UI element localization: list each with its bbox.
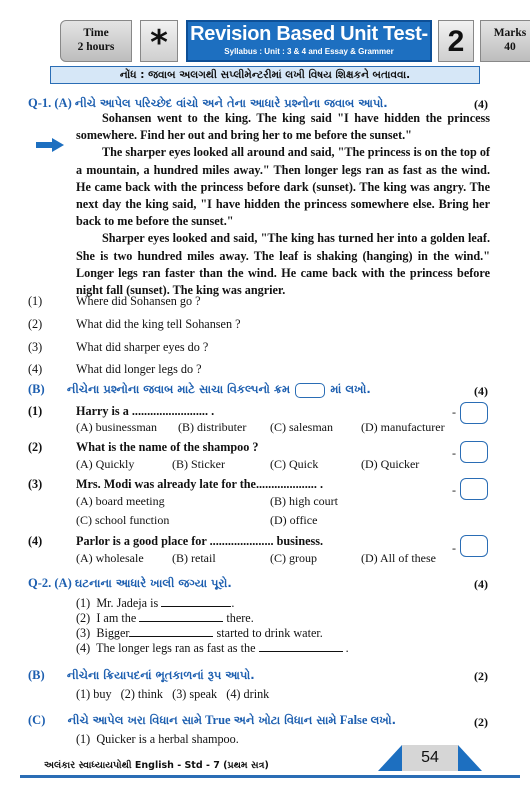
marks-box bbox=[480, 20, 530, 62]
q2b-marks: (2) bbox=[474, 669, 488, 683]
mcq-option: (B) retail bbox=[172, 551, 216, 565]
verb-list: (1) buy (2) think (3) speak (4) drink bbox=[76, 687, 270, 701]
answer-box-sample bbox=[295, 383, 325, 398]
arrow-right-icon bbox=[36, 138, 64, 152]
mcq-question: Mrs. Modi was already late for the.................... . bbox=[76, 477, 323, 491]
q2b-instruction: નીચેના ક્રિયાપદનાં ભૂતકાળનાં રૂપ આપો. bbox=[66, 668, 255, 682]
q1b-instruction: નીચેના પ્રશ્નોના જવાબ માટે સાચા વિકલ્પનો ક્રમ bbox=[66, 382, 291, 396]
mcq-option: (A) wholesale bbox=[76, 551, 144, 565]
mcq-option: (B) distributer bbox=[178, 420, 247, 434]
fill-text: I am the bbox=[96, 611, 137, 625]
mcq-question: What is the name of the shampoo ? bbox=[76, 440, 259, 454]
false-word: False bbox=[339, 713, 368, 727]
mcq-option: (D) manufacturer bbox=[361, 420, 445, 434]
q2a-marks: (4) bbox=[474, 577, 488, 591]
fill-blank[interactable] bbox=[129, 627, 213, 637]
q1a-label: Q-1. (A) bbox=[28, 96, 72, 110]
mcq-option: (C) group bbox=[270, 551, 317, 565]
q1b-label: (B) bbox=[28, 382, 45, 396]
mcq-option: (B) Sticker bbox=[172, 457, 225, 471]
syllabus-text: Syllabus : Unit : 3 & 4 and Essay & Grammer bbox=[224, 47, 394, 56]
fill-number: (1) bbox=[76, 596, 91, 610]
fill-item bbox=[76, 596, 234, 611]
note-bar: નોંધ : જવાબ અલગથી સપ્લીમેન્ટરીમાં લખી વિષય શિક્ષકને બતાવવા. bbox=[50, 66, 480, 84]
q2c-label: (C) bbox=[28, 713, 46, 727]
title-banner bbox=[186, 20, 432, 62]
question-number: (1) bbox=[28, 294, 43, 308]
q2a-heading bbox=[28, 576, 232, 591]
q2a-label: Q-2. (A) bbox=[28, 576, 72, 590]
mcq-option: (C) Quick bbox=[270, 457, 319, 471]
passage-paragraph: The sharper eyes looked all around and said, "The princess is on the top of a mountain, a hundred miles away." Then longer legs ran as fast as the wind. He came back with the princess before dark (sunset). The king was angry. The next day the king said, "I have hidden the princess somewhere else. Bring her back to me before the sunset." bbox=[76, 145, 490, 229]
time-label: Time bbox=[83, 27, 109, 39]
dash: - bbox=[452, 405, 456, 419]
mcq-number: (3) bbox=[28, 477, 43, 491]
mcq-option: (C) school function bbox=[76, 513, 170, 527]
mcq-option: (A) board meeting bbox=[76, 494, 165, 508]
fill-text: . bbox=[345, 641, 349, 655]
question-text: What did the king tell Sohansen ? bbox=[76, 317, 241, 331]
dash: - bbox=[452, 446, 456, 460]
answer-box[interactable] bbox=[460, 402, 488, 424]
question-number: (4) bbox=[28, 362, 43, 376]
test-header bbox=[44, 20, 527, 63]
q2c-marks: (2) bbox=[474, 715, 488, 729]
question-number: (2) bbox=[28, 317, 43, 331]
mcq-question: Harry is a ......................... . bbox=[76, 404, 215, 418]
q1a-marks: (4) bbox=[474, 97, 488, 111]
fill-text: The longer legs ran as fast as the bbox=[96, 641, 256, 655]
mcq-option: (D) office bbox=[270, 513, 318, 527]
tf-item bbox=[76, 732, 239, 747]
mcq-option: (A) businessman bbox=[76, 420, 157, 434]
q2c-instruction-mid: અને ખોટા વિધાન સામે bbox=[233, 713, 337, 727]
footer-text: અલંકાર સ્વાધ્યાયપોથી English - Std - 7 (પ્રથમ સત્ર) bbox=[44, 760, 269, 771]
q2b-heading bbox=[28, 668, 255, 683]
mcq-number: (4) bbox=[28, 534, 43, 548]
fill-text: there. bbox=[226, 611, 254, 625]
question-number: (3) bbox=[28, 340, 43, 354]
test-number: 2 bbox=[438, 20, 474, 62]
answer-box[interactable] bbox=[460, 478, 488, 500]
fill-text: Mr. Jadeja is bbox=[96, 596, 159, 610]
dash: - bbox=[452, 541, 456, 555]
answer-box[interactable] bbox=[460, 441, 488, 463]
fill-item bbox=[76, 641, 349, 656]
mcq-option: (D) All of these bbox=[361, 551, 436, 565]
q1b-marks: (4) bbox=[474, 384, 488, 398]
dash: - bbox=[452, 483, 456, 497]
passage-paragraph: Sohansen went to the king. The king said "I have hidden the princess somewhere. Find her out and bring her to me before the sunset." bbox=[76, 111, 490, 143]
q2c-instruction: નીચે આપેલ ખરા વિધાન સામે bbox=[67, 713, 202, 727]
tf-number: (1) bbox=[76, 732, 91, 746]
fill-blank[interactable] bbox=[259, 642, 343, 652]
fill-item bbox=[76, 626, 323, 641]
page-number-tab bbox=[378, 745, 482, 771]
marks-value: 40 bbox=[504, 41, 516, 53]
fill-number: (4) bbox=[76, 641, 91, 655]
mcq-option: (C) salesman bbox=[270, 420, 333, 434]
q2a-instruction: ઘટનાના આધારે ખાલી જગ્યા પૂરો. bbox=[74, 576, 232, 590]
question-text: Where did Sohansen go ? bbox=[76, 294, 201, 308]
mcq-question: Parlor is a good place for ..................... business. bbox=[76, 534, 324, 548]
page-title: Revision Based Unit Test- bbox=[190, 23, 428, 45]
marks-label: Marks bbox=[493, 27, 527, 39]
fill-text: . bbox=[231, 596, 235, 610]
question-text: What did sharper eyes do ? bbox=[76, 340, 209, 354]
fill-number: (2) bbox=[76, 611, 91, 625]
q1a-instruction: નીચે આપેલ પરિચ્છેદ વાંચો અને તેના આધારે પ્રશ્નોના જવાબ આપો. bbox=[74, 96, 388, 110]
q2b-label: (B) bbox=[28, 668, 45, 682]
q1b-instruction-end: માં લખો. bbox=[330, 382, 371, 396]
question-text: What did longer legs do ? bbox=[76, 362, 202, 376]
mcq-option: (A) Quickly bbox=[76, 457, 135, 471]
fill-text: started to drink water. bbox=[216, 626, 323, 640]
passage-paragraph: Sharper eyes looked and said, "The king has turned her into a golden leaf. She is two hundred miles away. The leaf is shaking (hanging) in the wind." Longer legs ran faster than the wind. He came back with the princess before night fall (sunset). The king was angrier. bbox=[76, 231, 490, 298]
fill-item bbox=[76, 611, 254, 626]
time-box bbox=[60, 20, 132, 62]
q2c-instruction-end: લખો. bbox=[370, 713, 396, 727]
fill-number: (3) bbox=[76, 626, 91, 640]
mcq-number: (1) bbox=[28, 404, 43, 418]
time-value: 2 hours bbox=[77, 41, 115, 53]
footer-divider bbox=[20, 775, 520, 778]
fill-text: Bigger bbox=[96, 626, 130, 640]
q2c-heading bbox=[28, 713, 396, 728]
mcq-option: (B) high court bbox=[270, 494, 338, 508]
reading-passage bbox=[76, 110, 490, 299]
answer-box[interactable] bbox=[460, 535, 488, 557]
star-icon: * bbox=[140, 20, 178, 62]
fill-blank[interactable] bbox=[161, 597, 231, 607]
q1b-heading bbox=[28, 382, 371, 398]
q1a-heading bbox=[28, 96, 388, 111]
page-number: 54 bbox=[402, 745, 458, 771]
true-word: True bbox=[205, 713, 231, 727]
mcq-option: (D) Quicker bbox=[361, 457, 420, 471]
tf-text: Quicker is a herbal shampoo. bbox=[96, 732, 239, 746]
mcq-number: (2) bbox=[28, 440, 43, 454]
fill-blank[interactable] bbox=[139, 612, 223, 622]
